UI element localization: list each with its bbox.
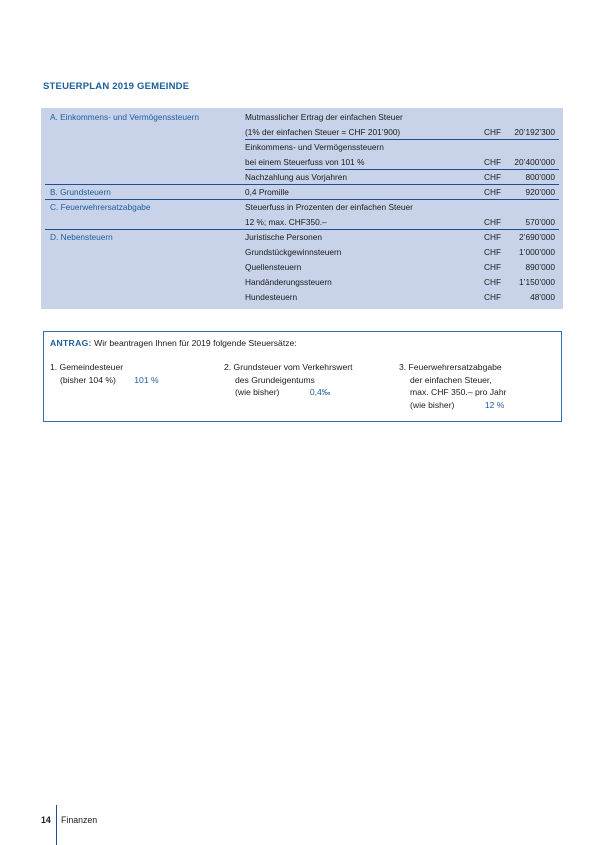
row-currency: CHF [484, 157, 502, 167]
row-currency: CHF [484, 187, 502, 197]
row-currency: CHF [484, 292, 502, 302]
row-amount: 2’690’000 [519, 232, 555, 242]
row-desc: (1% der einfachen Steuer = CHF 201’900) [245, 127, 401, 137]
row-amount: 20’192’300 [514, 127, 555, 137]
item-line: 3. Feuerwehrersatzabgabe [399, 362, 502, 372]
row-desc: Nachzahlung aus Vorjahren [245, 172, 347, 182]
item-line [50, 374, 159, 387]
row-amount: 890’000 [525, 262, 555, 272]
row-desc: Hundesteuern [245, 292, 298, 302]
row-amount: 920’000 [525, 187, 555, 197]
row-currency: CHF [484, 262, 502, 272]
item-rate: 0,4‰ [309, 387, 331, 397]
row-currency: CHF [484, 172, 502, 182]
item-line: 2. Grundsteuer vom Verkehrswert [224, 362, 353, 372]
row-desc: 0,4 Promille [245, 187, 289, 197]
row-desc: Handänderungssteuern [245, 277, 332, 287]
divider [45, 184, 559, 185]
antrag-heading [50, 338, 297, 348]
row-desc: Mutmasslicher Ertrag der einfachen Steuer [245, 112, 403, 122]
antrag-text: Wir beantragen Ihnen für 2019 folgende Steuersätze: [91, 338, 297, 348]
row-desc: bei einem Steuerfuss von 101 % [245, 157, 365, 167]
item-line: der einfachen Steuer, [410, 374, 492, 385]
row-desc: Einkommens- und Vermögenssteuern [245, 142, 384, 152]
item-rate: 101 % [134, 374, 159, 385]
row-amount: 800’000 [525, 172, 555, 182]
item-note: (bisher 104 %) [60, 374, 116, 385]
row-desc: Steuerfuss in Prozenten der einfachen Steuer [245, 202, 413, 212]
row-desc: Juristische Personen [245, 232, 323, 242]
row-amount: 1’150’000 [519, 277, 555, 287]
item-line: des Grundeigentums [235, 374, 315, 385]
item-line: max. CHF 350.– pro Jahr [410, 387, 507, 397]
divider [45, 199, 559, 200]
divider [45, 229, 559, 230]
footer-divider [56, 805, 57, 845]
antrag-item-municipal-tax [50, 361, 159, 386]
row-desc: Grundstückgewinnsteuern [245, 247, 342, 257]
row-currency: CHF [484, 232, 502, 242]
antrag-label: ANTRAG: [50, 338, 92, 348]
category-ancillary-taxes: D. Nebensteuern [50, 232, 113, 242]
row-desc: 12 %; max. CHF350.– [245, 217, 327, 227]
row-currency: CHF [484, 127, 502, 137]
category-income-wealth-tax: A. Einkommens- und Vermögenssteuern [50, 112, 199, 122]
row-currency: CHF [484, 217, 502, 227]
row-currency: CHF [484, 247, 502, 257]
row-amount: 48’000 [530, 292, 555, 302]
divider [245, 169, 559, 170]
row-amount: 1’000’000 [519, 247, 555, 257]
divider [245, 139, 559, 140]
item-line: 1. Gemeindesteuer [50, 362, 124, 372]
item-rate: 12 % [484, 399, 505, 410]
item-line [399, 399, 506, 412]
page-title: STEUERPLAN 2019 GEMEINDE [43, 81, 190, 92]
row-desc: Quellensteuern [245, 262, 302, 272]
category-fire-service-levy: C. Feuerwehrersatzabgabe [50, 202, 151, 212]
category-property-tax: B. Grundsteuern [50, 187, 111, 197]
antrag-item-property-tax [224, 361, 352, 399]
row-amount: 570’000 [525, 217, 555, 227]
row-currency: CHF [484, 277, 502, 287]
row-amount: 20’400’000 [514, 157, 555, 167]
tax-plan-table [41, 108, 563, 309]
page-number: 14 [41, 815, 51, 825]
item-note: (wie bisher) [235, 387, 280, 397]
antrag-item-fire-service-levy [399, 361, 506, 411]
antrag-box [43, 331, 562, 422]
item-note: (wie bisher) [410, 399, 455, 410]
footer-section: Finanzen [61, 815, 98, 825]
item-line [224, 386, 352, 399]
